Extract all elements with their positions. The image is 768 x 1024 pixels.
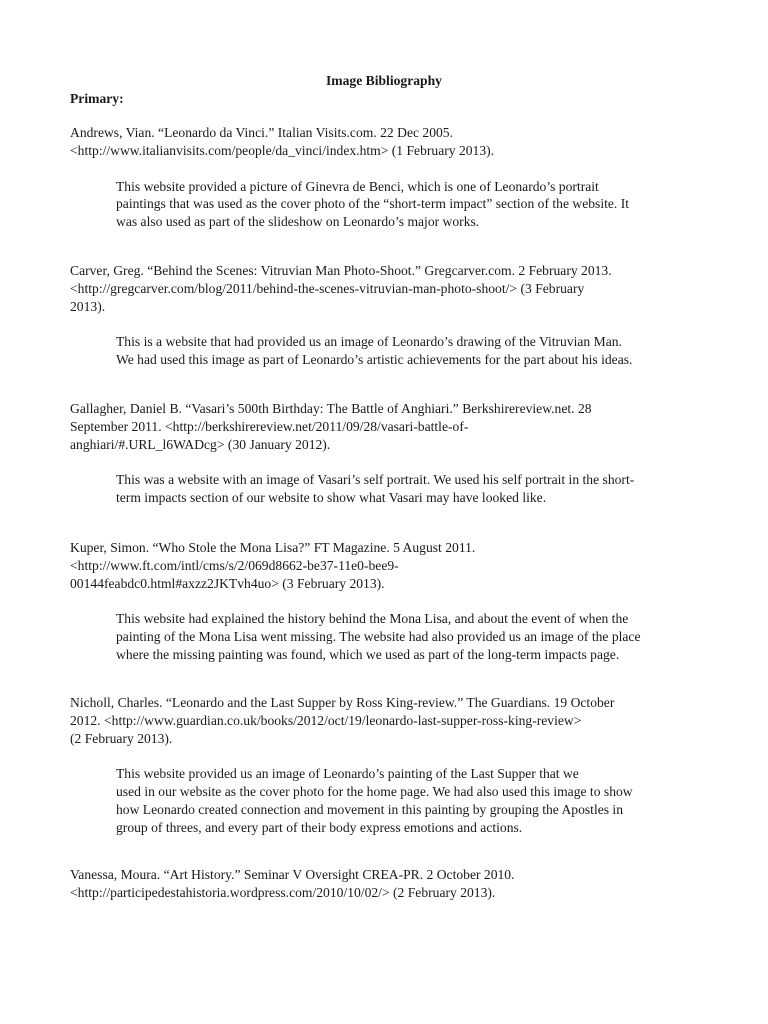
- annotation-line: where the missing painting was found, which we used as part of the long-term impacts page.: [116, 646, 620, 662]
- citation-line: (2 February 2013).: [70, 730, 173, 746]
- entry-citation: [70, 400, 702, 453]
- annotation-line: was also used as part of the slideshow on Leonardo’s major works.: [116, 214, 480, 230]
- entry-annotation: [116, 178, 702, 231]
- citation-line: 00144feabdc0.html#axzz2JKTvh4uo> (3 February 2013).: [70, 575, 385, 591]
- annotation-line: This was a website with an image of Vasari’s self portrait. We used his self portrait in the short-: [116, 472, 635, 488]
- bibliography-entry: [70, 400, 702, 507]
- entry-citation: [70, 539, 702, 592]
- citation-line: <http://participedestahistoria.wordpress.com/2010/10/02/> (2 February 2013).: [70, 884, 496, 900]
- citation-line: Kuper, Simon. “Who Stole the Mona Lisa?” FT Magazine. 5 August 2011.: [70, 540, 476, 555]
- entry-citation: [70, 694, 702, 747]
- citation-line: Carver, Greg. “Behind the Scenes: Vitruvian Man Photo-Shoot.” Gregcarver.com. 2 February 2013.: [70, 263, 612, 278]
- entry-annotation: [116, 765, 702, 836]
- citation-line: Gallagher, Daniel B. “Vasari’s 500th Birthday: The Battle of Anghiari.” Berkshirereview.net. 28: [70, 401, 592, 416]
- citation-line: Nicholl, Charles. “Leonardo and the Last Supper by Ross King-review.” The Guardians. 19 October: [70, 695, 615, 710]
- annotation-line: group of threes, and every part of their body express emotions and actions.: [116, 819, 523, 835]
- page-title: Image Bibliography: [326, 73, 442, 88]
- annotation-line: painting of the Mona Lisa went missing. The website had also provided us an image of the place: [116, 629, 641, 645]
- entry-citation: [70, 124, 702, 160]
- annotation-line: how Leonardo created connection and movement in this painting by grouping the Apostles in: [116, 801, 624, 817]
- annotation-line: We had used this image as part of Leonardo’s artistic achievements for the part about his ideas.: [116, 352, 633, 368]
- annotation-line: This is a website that had provided us an image of Leonardo’s drawing of the Vitruvian Man.: [116, 334, 622, 350]
- bibliography-entry: [70, 866, 702, 902]
- citation-line: September 2011. <http://berkshirereview.net/2011/09/28/vasari-battle-of-: [70, 418, 469, 434]
- citation-line: Vanessa, Moura. “Art History.” Seminar V Oversight CREA-PR. 2 October 2010.: [70, 867, 515, 882]
- section-heading: Primary:: [70, 91, 124, 106]
- bibliography-entry: [70, 262, 702, 369]
- annotation-line: This website provided a picture of Ginevra de Benci, which is one of Leonardo’s portrait: [116, 178, 599, 194]
- entry-citation: [70, 866, 702, 902]
- citation-line: 2013).: [70, 298, 106, 314]
- citation-line: 2012. <http://www.guardian.co.uk/books/2012/oct/19/leonardo-last-supper-ross-king-review>: [70, 712, 582, 728]
- bibliography-entry: [70, 539, 702, 664]
- entry-annotation: [116, 333, 702, 369]
- annotation-line: This website provided us an image of Leonardo’s painting of the Last Supper that we: [116, 766, 579, 782]
- citation-line: Andrews, Vian. “Leonardo da Vinci.” Italian Visits.com. 22 Dec 2005.: [70, 125, 453, 140]
- annotation-line: used in our website as the cover photo for the home page. We had also used this image to show: [116, 784, 633, 800]
- entry-citation: [70, 262, 702, 315]
- citation-line: anghiari/#.URL_l6WADcg> (30 January 2012).: [70, 436, 331, 452]
- citation-line: <http://www.italianvisits.com/people/da_vinci/index.htm> (1 February 2013).: [70, 142, 495, 158]
- annotation-line: term impacts section of our website to show what Vasari may have looked like.: [116, 490, 547, 506]
- annotation-line: paintings that was used as the cover photo of the “short-term impact” section of the website. It: [116, 196, 630, 212]
- annotation-line: This website had explained the history behind the Mona Lisa, and about the event of when the: [116, 611, 629, 627]
- bibliography-entry: [70, 694, 702, 837]
- citation-line: <http://gregcarver.com/blog/2011/behind-the-scenes-vitruvian-man-photo-shoot/> (3 February: [70, 280, 585, 296]
- citation-line: <http://www.ft.com/intl/cms/s/2/069d8662-be37-11e0-bee9-: [70, 557, 399, 573]
- entry-annotation: [116, 610, 702, 663]
- bibliography-entry: [70, 124, 702, 231]
- entry-annotation: [116, 471, 702, 507]
